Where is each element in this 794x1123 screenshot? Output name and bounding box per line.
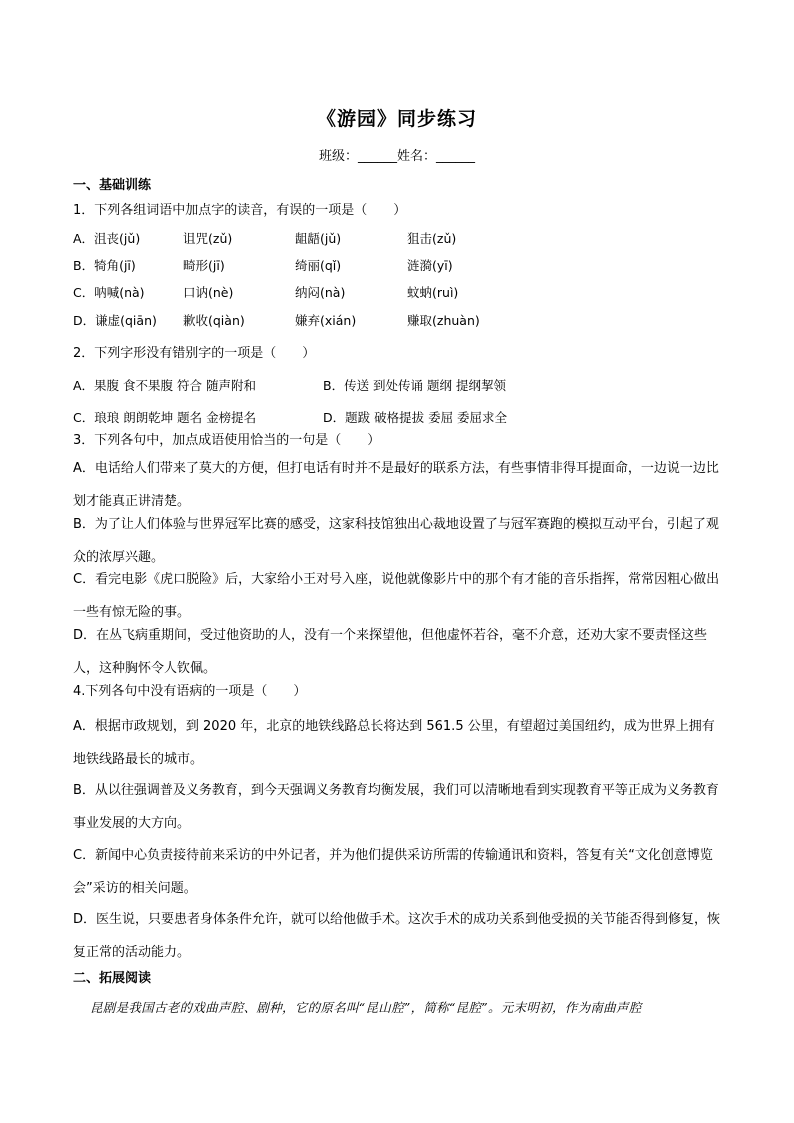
q3-option-b: B．为了让人们体验与世界冠军比赛的感受，这家科技馆独出心裁地设置了与冠军赛跑的模拟互动平台，引起了观众的浓厚兴趣。: [73, 517, 719, 565]
q2-option-b: B．传送 到处传诵 题纲 提纲挈领: [323, 378, 506, 393]
q1-option-c-word3: 纳闷(nà): [295, 285, 346, 300]
class-name-line: 班级：______姓名：______: [318, 149, 475, 164]
reading-passage: 昆剧是我国古老的戏曲声腔、剧种，它的原名叫“昆山腔”，简称“昆腔”。元末明初，作为南曲声腔: [90, 1000, 642, 1015]
q1-option-d-word1: D．谦虚(qiān): [73, 313, 157, 328]
q1-option-a-word1: A．沮丧(jǔ): [73, 231, 141, 246]
section-heading-reading: 二、拓展阅读: [73, 971, 152, 986]
q2-option-d: D．题跋 破格提拔 委屈 委屈求全: [323, 410, 508, 425]
question-2-stem: 2．下列字形没有错别字的一项是（ ）: [73, 346, 316, 361]
q1-option-c-word4: 蚊蚋(ruì): [407, 285, 459, 300]
question-3-stem: 3．下列各句中，加点成语使用恰当的一句是（ ）: [73, 433, 381, 448]
q1-option-d-word2: 歉收(qiàn): [183, 313, 245, 328]
q1-option-b-word4: 涟漪(yī): [407, 258, 453, 273]
q1-option-d-word3: 嫌弃(xián): [295, 313, 357, 328]
q4-option-b: B．从以往强调普及义务教育，到今天强调义务教育均衡发展，我们可以清晰地看到实现教育平等正成为义务教育事业发展的大方向。: [73, 783, 719, 831]
q1-option-a-word3: 龃龉(jǔ): [295, 231, 342, 246]
q1-option-d-word4: 赚取(zhuàn): [407, 313, 480, 328]
q3-option-c: C．看完电影《虎口脱险》后，大家给小王对号入座，说他就像影片中的那个有才能的音乐指挥，常常因粗心做出一些有惊无险的事。: [73, 572, 720, 620]
q1-option-b-word2: 畸形(jī): [183, 258, 225, 273]
section-heading-basic: 一、基础训练: [73, 178, 152, 193]
q3-option-d: D．在丛飞病重期间，受过他资助的人，没有一个来探望他，但他虚怀若谷，毫不介意，还劝大家不要责怪这些人，这种胸怀令人钦佩。: [73, 628, 708, 676]
q1-option-b-word1: B．犄角(jī): [73, 258, 136, 273]
q4-option-a: A．根据市政规划，到 2020 年，北京的地铁线路总长将达到 561.5 公里，有望超过美国纽约，成为世界上拥有地铁线路最长的城市。: [73, 719, 715, 767]
q1-option-a-word4: 狙击(zǔ): [407, 231, 457, 246]
q2-option-a: A．果腹 食不果腹 符合 随声附和: [73, 378, 256, 393]
question-4-stem: 4.下列各句中没有语病的一项是（ ）: [73, 684, 307, 699]
q1-option-c-word1: C．呐喊(nà): [73, 285, 145, 300]
page-title: 《游园》同步练习: [316, 108, 477, 130]
q1-option-c-word2: 口讷(nè): [183, 285, 234, 300]
q3-option-a: A．电话给人们带来了莫大的方便，但打电话有时并不是最好的联系方法，有些事情非得耳提面命，一边说一边比划才能真正讲清楚。: [73, 461, 719, 509]
q1-option-b-word3: 绮丽(qǐ): [295, 258, 342, 273]
question-1-stem: 1．下列各组词语中加点字的读音，有误的一项是（ ）: [73, 203, 407, 218]
q4-option-d: D．医生说，只要患者身体条件允许，就可以给他做手术。这次手术的成功关系到他受损的关节能否得到修复，恢复正常的活动能力。: [73, 912, 721, 960]
q4-option-c: C．新闻中心负责接待前来采访的中外记者，并为他们提供采访所需的传输通讯和资料，答复有关“文化创意博览会”采访的相关问题。: [73, 848, 713, 896]
q1-option-a-word2: 诅咒(zǔ): [183, 231, 233, 246]
q2-option-c: C．琅琅 朗朗乾坤 题名 金榜提名: [73, 410, 257, 425]
